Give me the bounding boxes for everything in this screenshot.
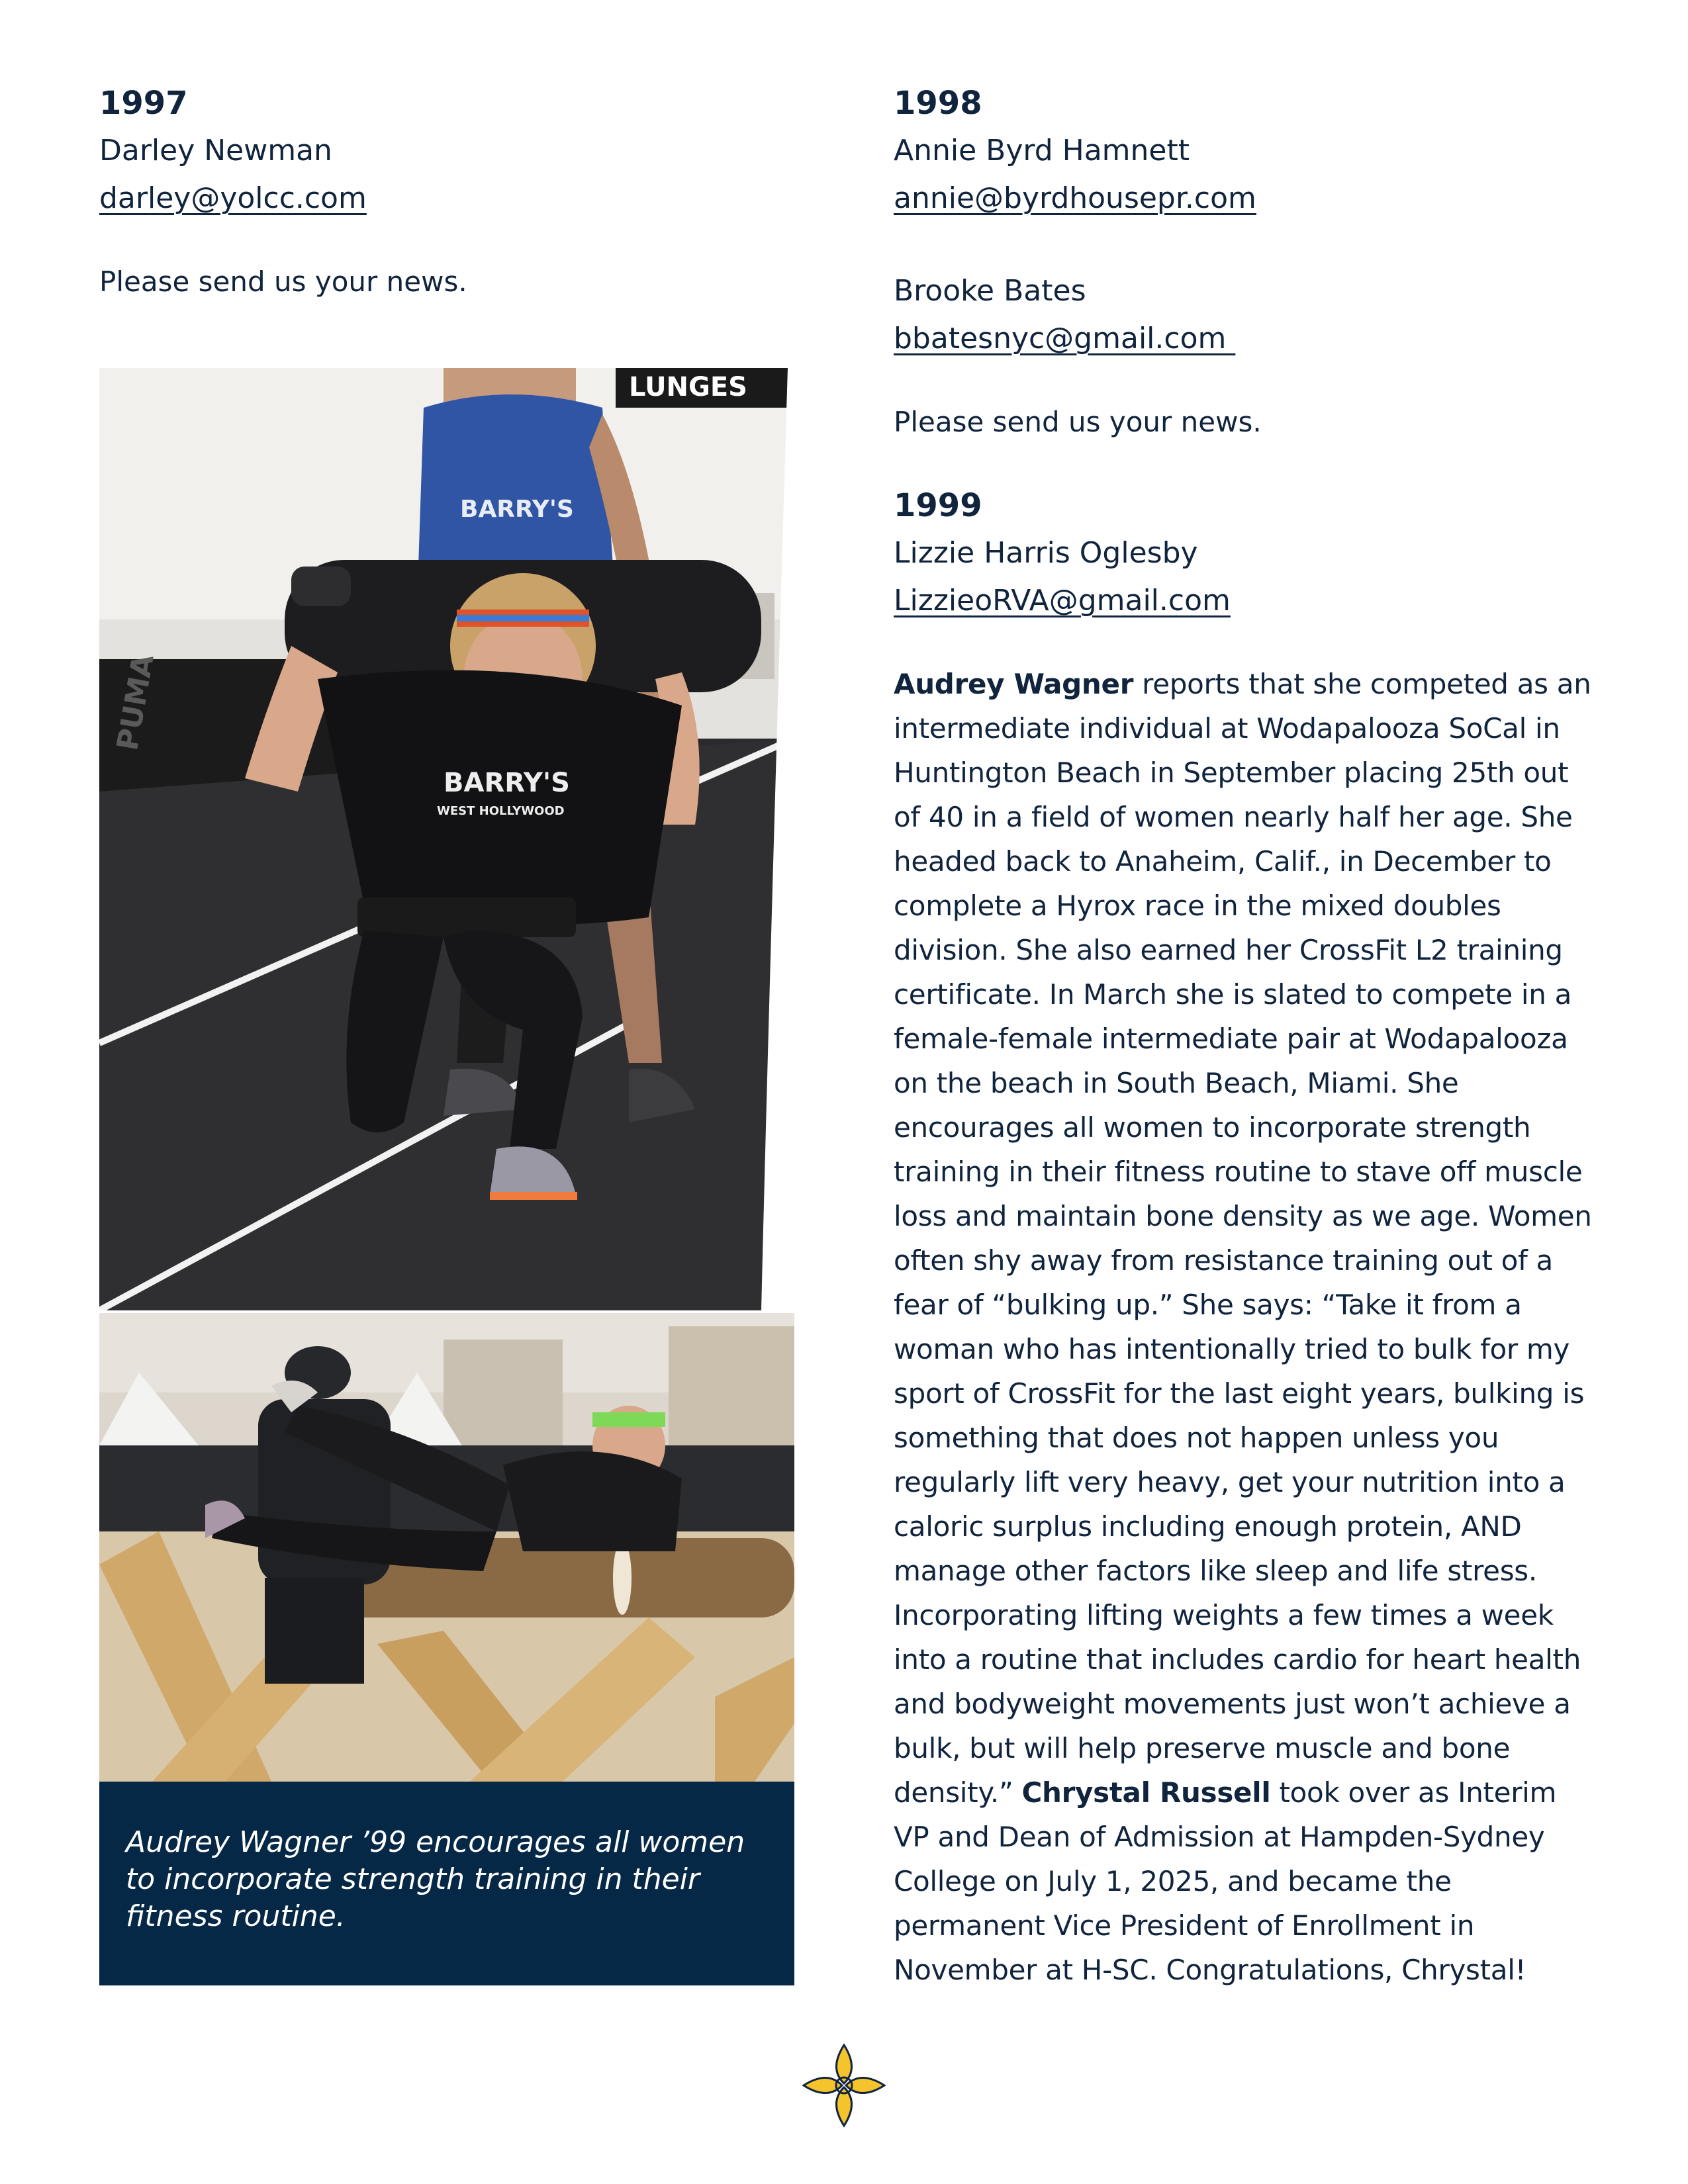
class-secretary-email-link[interactable]: bbatesnyc@gmail.com [894,322,1236,355]
right-column [894,79,1595,1992]
class-secretary-name: Annie Byrd Hamnett [894,134,1190,167]
alum-name-bold: Chrystal Russell [1021,1776,1271,1809]
class-year-1999: 1999 [894,487,982,524]
left-column [99,79,794,302]
spacer [894,222,1595,267]
class-secretary-email-link[interactable]: darley@yolcc.com [99,181,367,215]
spacer [894,442,1595,482]
photo-log-obstacle [99,1313,794,1782]
photo-caption-box [99,1782,794,1985]
class-secretary-name: Darley Newman [99,134,332,167]
barrier-text: PUMA [111,652,161,753]
alum-name-bold: Audrey Wagner [894,668,1134,700]
class-secretary-email-link[interactable]: annie@byrdhousepr.com [894,181,1256,215]
lunges-banner-text: LUNGES [629,372,747,402]
class-notes-article [894,662,1595,1992]
photo-caption: Audrey Wagner ’99 encourages all women to incorporate strength training in their fitness routine. [126,1825,745,1933]
article-text: took over as Interim VP and Dean of Admission at Hampden-Sydney College on July 1, 2025, and became the permanent Vice President of Enrollment in November at H-SC. Congratulations, Chrystal! [894,1776,1557,1986]
tank-text: BARRY'S [460,496,574,523]
tee-text-brand: BARRY'S [444,768,570,798]
school-emblem-icon [801,2042,887,2128]
log-obstacle-illustration [99,1313,794,1782]
class-year-1997: 1997 [99,85,188,122]
news-request-text: Please send us your news. [99,265,467,298]
class-secretary-name: Brooke Bates [894,274,1086,308]
sandbag-lunge-illustration [99,368,794,1310]
class-secretary-email-link[interactable]: LizzieoRVA@gmail.com [894,584,1231,617]
photo-sandbag-lunges [99,368,794,1310]
news-request-text: Please send us your news. [894,406,1262,438]
tee-text-location: WEST HOLLYWOOD [437,804,565,818]
class-year-1998: 1998 [894,85,982,122]
article-text: reports that she competed as an intermediate individual at Wodapalooza SoCal in Huntington Beach in September placing 25th out of 40 in a field of women nearly half her age. She headed back to Anaheim, Calif., in December to complete a Hyrox race in the mixed doubles division. She also earned her CrossFit L2 training certificate. In March she is slated to compete in a female-female intermediate pair at Wodapalooza on the beach in South Beach, Miami. She encourages all women to incorporate strength training in their fitness routine to stave off muscle loss and maintain bone density as we age. Women often shy away from resistance training out of a fear of “bulking up.” She says: “Take it from a woman who has intentionally tried to bulk for my sport of CrossFit for the last eight years, bulking is something that does not happen unless you regularly lift very heavy, get your nutrition into a caloric surplus including enough protein, AND manage other factors like sleep and life stress. Incorporating lifting weights a few times a week into a routine that includes cardio for heart health and bodyweight movements just won’t achieve a bulk, but will help preserve muscle and bone density.” [894,668,1592,1809]
class-secretary-name: Lizzie Harris Oglesby [894,536,1198,570]
